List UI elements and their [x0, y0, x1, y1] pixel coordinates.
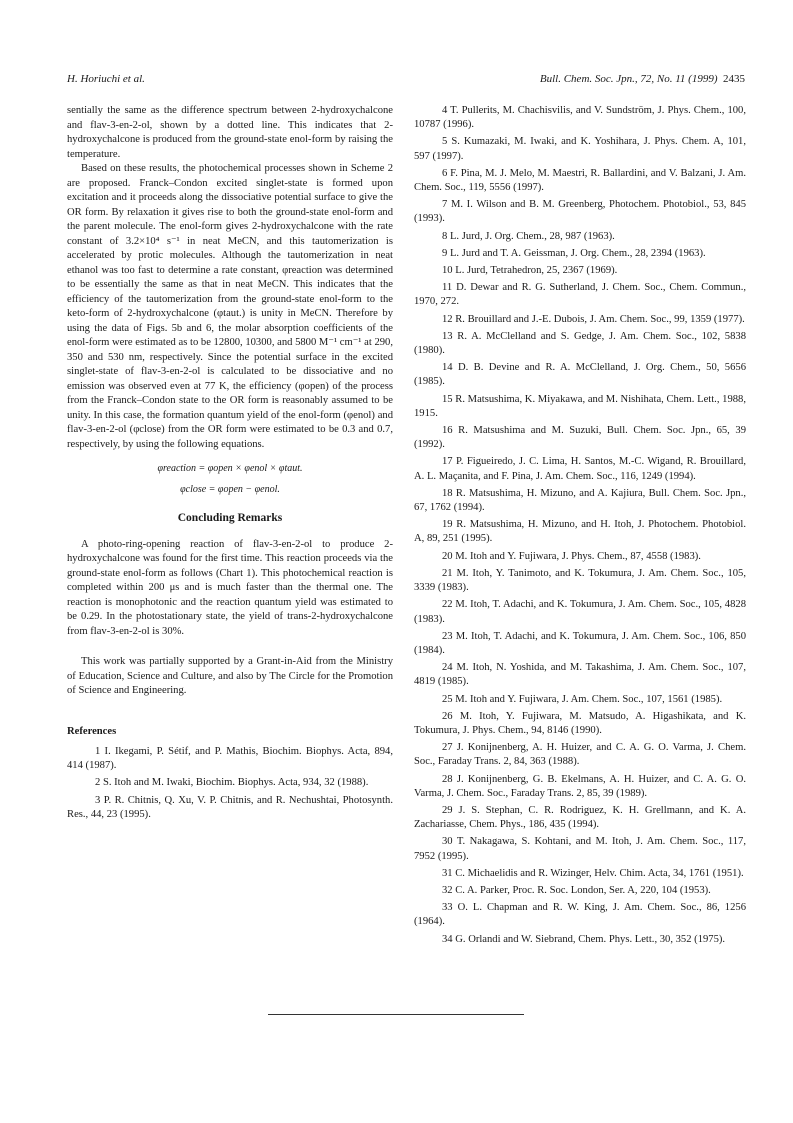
reference-number: 22 [442, 599, 453, 611]
equation-close-yield: φclose = φopen − φenol. [180, 483, 280, 495]
reference-text: C. Michaelidis and R. Wizinger, Helv. Chim. Acta, 34, 1761 (1951). [452, 867, 744, 879]
reference-text: R. Matsushima and M. Suzuki, Bull. Chem. Soc. Jpn., 65, 39 (1992). [414, 425, 746, 451]
reference-item [414, 550, 746, 564]
paragraph-continuation: sentially the same as the difference spectrum between 2-hydroxychalcone and flav-3-en-2-ol, shown by a dotted line. This indicates that 2-hydroxychalcone is produced from the ground-state enol-form by raising the temperature. [67, 105, 393, 160]
reference-number: 3 [95, 794, 101, 806]
reference-text: P. Figueiredo, J. C. Lima, H. Santos, M.-C. Wigand, R. Brouillard, A. L. Maçanita, and F. Pina, J. Am. Chem. Soc., 116, 1249 (1994). [414, 456, 746, 482]
reference-item [414, 710, 746, 738]
reference-number: 9 [442, 247, 448, 259]
reference-text: J. S. Stephan, C. R. Rodriguez, K. H. Grellmann, and K. A. Zachariasse, Chem. Phys., 186, 435 (1994). [414, 804, 746, 831]
reference-item [67, 794, 393, 822]
reference-text: I. Ikegami, P. Sétif, and P. Mathis, Biochim. Biophys. Acta, 894, 414 (1987). [67, 746, 393, 772]
reference-text: D. Dewar and R. G. Sutherland, J. Chem. Soc., Chem. Commun., 1970, 272. [414, 282, 746, 308]
reference-text: S. Itoh and M. Iwaki, Biochim. Biophys. Acta, 934, 32 (1988). [100, 777, 369, 789]
reference-text: M. Itoh, Y. Fujiwara, M. Matsudo, A. Higashikata, and K. Tokumura, J. Phys. Chem., 94, 8146 (1990). [414, 710, 746, 736]
reference-text: M. Itoh, N. Yoshida, and M. Takashima, J. Am. Chem. Soc., 107, 4819 (1985). [414, 662, 746, 688]
reference-text: T. Nakagawa, S. Kohtani, and M. Itoh, J. Am. Chem. Soc., 117, 7952 (1995). [414, 836, 746, 862]
reference-text: M. Itoh, T. Adachi, and K. Tokumura, J. Am. Chem. Soc., 106, 850 (1984). [414, 630, 746, 656]
reference-item [414, 264, 746, 278]
running-header-journal [540, 73, 745, 85]
reference-item [414, 933, 746, 947]
reference-number: 29 [442, 804, 453, 816]
reference-text: M. Itoh, Y. Tanimoto, and K. Tokumura, J. Am. Chem. Soc., 105, 3339 (1983). [414, 567, 746, 594]
reference-item [414, 104, 746, 132]
reference-number: 26 [442, 710, 453, 722]
reference-text: J. Konijnenberg, A. H. Huizer, and C. A. G. O. Varma, J. Chem. Soc., Faraday Trans. 2, 84, 363 (1988). [414, 742, 746, 768]
reference-number: 11 [442, 282, 453, 294]
reference-text: F. Pina, M. J. Melo, M. Maestri, R. Ballardini, and V. Balzani, J. Am. Chem. Soc., 119, 5556 (1997). [414, 167, 746, 194]
reference-number: 20 [442, 550, 453, 562]
reference-number: 8 [442, 230, 448, 242]
reference-number: 27 [442, 742, 453, 754]
reference-item [414, 693, 746, 707]
page-number: 2435 [723, 73, 745, 85]
reference-text: L. Jurd and T. A. Geissman, J. Org. Chem., 28, 2394 (1963). [447, 247, 706, 259]
reference-item [414, 835, 746, 863]
reference-number: 7 [442, 199, 448, 211]
reference-item [414, 741, 746, 769]
reference-item [414, 313, 746, 327]
reference-number: 4 [442, 105, 448, 116]
reference-text: S. Kumazaki, M. Iwaki, and K. Yoshihara, J. Phys. Chem. A, 101, 597 (1997). [414, 136, 746, 162]
paragraph-photochemical-processes: Based on these results, the photochemical processes shown in Scheme 2 are proposed. Franck–Condon excited singlet-state is formed upon excitation and it proceeds along the dissociative potential surface to give the OR form. By relaxation it gives rise to both the ground-state enol-form and the parent molecule. The enol-form gives 2-hydroxychalcone with the rate constant of 3.2×10⁴ s⁻¹ in neat MeCN, and this tautomerization is accelerated by protic molecules. Although the tautomerization in neat ethanol was too fast to determine a rate constant, φreaction was determined to be essentially the same as that in neat MeCN. This indicates that the efficiency of the tautomerization from the ground-state enol-form to the keto-form of 2-hydroxychalcone (φtaut.) is unity in MeCN. Therefore by using the data of Figs. 5b and 6, the molar absorption coefficients of the enol-form were estimated as to be 12800, 10300, and 5800 M⁻¹ cm⁻¹ at 290, 350 and 530 nm, respectively. Since the potential surface in the excited singlet-state of flav-3-en-2-ol is calculated to be dissociative and no emission was observed even at 77 K, the efficiency (φopen) of the process from the Franck–Condon state to the OR form is reasonably assumed to be unity. In this case, the formation quantum yield of the enol-form (φenol) and flav-3-en-2-ol (φclose) from the OR form were estimated to be 0.3 and 0.7, respectively, by using the following equations. [67, 163, 393, 450]
reference-item [414, 230, 746, 244]
reference-number: 31 [442, 867, 453, 879]
end-rule [268, 1014, 524, 1015]
reference-item [67, 776, 393, 790]
reference-number: 5 [442, 136, 448, 148]
reference-item [414, 630, 746, 658]
reference-number: 30 [442, 836, 453, 848]
reference-item [414, 361, 746, 389]
right-column [414, 104, 746, 950]
reference-text: L. Jurd, J. Org. Chem., 28, 987 (1963). [447, 230, 615, 242]
reference-number: 10 [442, 265, 453, 277]
reference-item [414, 518, 746, 546]
reference-number: 15 [442, 393, 453, 405]
references-list-left [67, 745, 393, 822]
reference-text: G. Orlandi and W. Siebrand, Chem. Phys. Lett., 30, 352 (1975). [452, 933, 726, 945]
reference-number: 13 [442, 330, 453, 342]
journal-citation: Bull. Chem. Soc. Jpn., 72, No. 11 (1999) [539, 73, 718, 85]
reference-text: J. Konijnenberg, G. B. Ekelmans, A. H. Huizer, and C. A. G. O. Varma, J. Chem. Soc., Faraday Trans. 2, 85, 39 (1989). [414, 773, 746, 799]
reference-item [414, 773, 746, 801]
reference-number: 32 [442, 884, 453, 896]
reference-text: R. Matsushima, H. Mizuno, and A. Kajiura, Bull. Chem. Soc. Jpn., 67, 1762 (1994). [414, 487, 746, 514]
reference-item [414, 487, 746, 515]
reference-item [414, 393, 746, 421]
reference-number: 28 [442, 773, 453, 785]
reference-item [67, 745, 393, 773]
reference-text: M. Itoh and Y. Fujiwara, J. Am. Chem. Soc., 107, 1561 (1985). [452, 693, 723, 705]
reference-number: 2 [95, 777, 101, 789]
reference-number: 16 [442, 425, 453, 437]
references-heading: References [67, 725, 117, 737]
reference-item [414, 884, 746, 898]
reference-number: 12 [442, 313, 453, 325]
reference-item [414, 661, 746, 689]
references-list-right [414, 104, 746, 947]
reference-text: O. L. Chapman and R. W. King, J. Am. Chem. Soc., 86, 1256 (1964). [414, 902, 746, 928]
reference-item [414, 455, 746, 483]
reference-text: T. Pullerits, M. Chachisvilis, and V. Sundström, J. Phys. Chem., 100, 10787 (1996). [414, 105, 746, 131]
reference-number: 14 [442, 362, 453, 374]
reference-number: 19 [442, 519, 453, 531]
reference-item [414, 567, 746, 595]
reference-text: C. A. Parker, Proc. R. Soc. London, Ser. A, 220, 104 (1953). [452, 884, 711, 896]
reference-item [414, 804, 746, 832]
reference-text: R. Matsushima, H. Mizuno, and H. Itoh, J. Photochem. Photobiol. A, 89, 251 (1995). [414, 519, 746, 545]
reference-number: 34 [442, 933, 453, 945]
reference-number: 23 [442, 630, 453, 642]
reference-number: 24 [442, 662, 453, 674]
paragraph-conclusion: A photo-ring-opening reaction of flav-3-en-2-ol to produce 2-hydroxychalcone was found for the first time. This reaction proceeds via the ground-state enol-form as follows (Chart 1). This photochemical reaction is completed within 200 μs and is much faster than the thermal one. The reaction is monophotonic and the reaction quantum yield was estimated to be 0.29. In the photostationary state, the yield of trans-2-hydroxychalcone from flav-3-en-2-ol is 30%. [67, 538, 393, 637]
reference-number: 33 [442, 902, 453, 914]
reference-text: R. A. McClelland and S. Gedge, J. Am. Chem. Soc., 102, 5838 (1980). [414, 330, 746, 357]
reference-text: L. Jurd, Tetrahedron, 25, 2367 (1969). [452, 265, 618, 277]
reference-text: M. Itoh and Y. Fujiwara, J. Phys. Chem., 87, 4558 (1983). [452, 550, 701, 562]
reference-text: D. B. Devine and R. A. McClelland, J. Org. Chem., 50, 5656 (1985). [414, 362, 746, 388]
reference-number: 1 [95, 746, 101, 757]
reference-number: 18 [442, 487, 453, 499]
reference-text: R. Matsushima, K. Miyakawa, and M. Nishihata, Chem. Lett., 1988, 1915. [414, 393, 746, 419]
reference-item [414, 598, 746, 626]
paragraph-acknowledgement: This work was partially supported by a Grant-in-Aid from the Ministry of Education, Science and Culture, and also by The Circle for the Promotion of Science and Engineering. [67, 656, 393, 696]
reference-item [414, 198, 746, 226]
reference-item [414, 901, 746, 929]
reference-number: 17 [442, 456, 453, 468]
reference-text: M. Itoh, T. Adachi, and K. Tokumura, J. Am. Chem. Soc., 105, 4828 (1983). [414, 599, 746, 625]
reference-item [414, 247, 746, 261]
reference-item [414, 867, 746, 881]
reference-item [414, 424, 746, 452]
reference-item [414, 135, 746, 163]
reference-text: P. R. Chitnis, Q. Xu, V. P. Chitnis, and R. Nechushtai, Photosynth. Res., 44, 23 (1995). [67, 794, 393, 820]
reference-number: 6 [442, 167, 448, 179]
reference-item [414, 281, 746, 309]
left-column [67, 104, 393, 825]
reference-item [414, 167, 746, 195]
equation-reaction-yield: φreaction = φopen × φenol × φtaut. [157, 463, 303, 474]
reference-number: 25 [442, 693, 453, 705]
reference-number: 21 [442, 567, 453, 579]
section-title-concluding-remarks: Concluding Remarks [177, 512, 283, 524]
running-header-authors: H. Horiuchi et al. [67, 73, 145, 85]
reference-text: M. I. Wilson and B. M. Greenberg, Photochem. Photobiol., 53, 845 (1993). [414, 199, 746, 225]
reference-item [414, 330, 746, 358]
reference-text: R. Brouillard and J.-E. Dubois, J. Am. Chem. Soc., 99, 1359 (1977). [452, 313, 745, 325]
